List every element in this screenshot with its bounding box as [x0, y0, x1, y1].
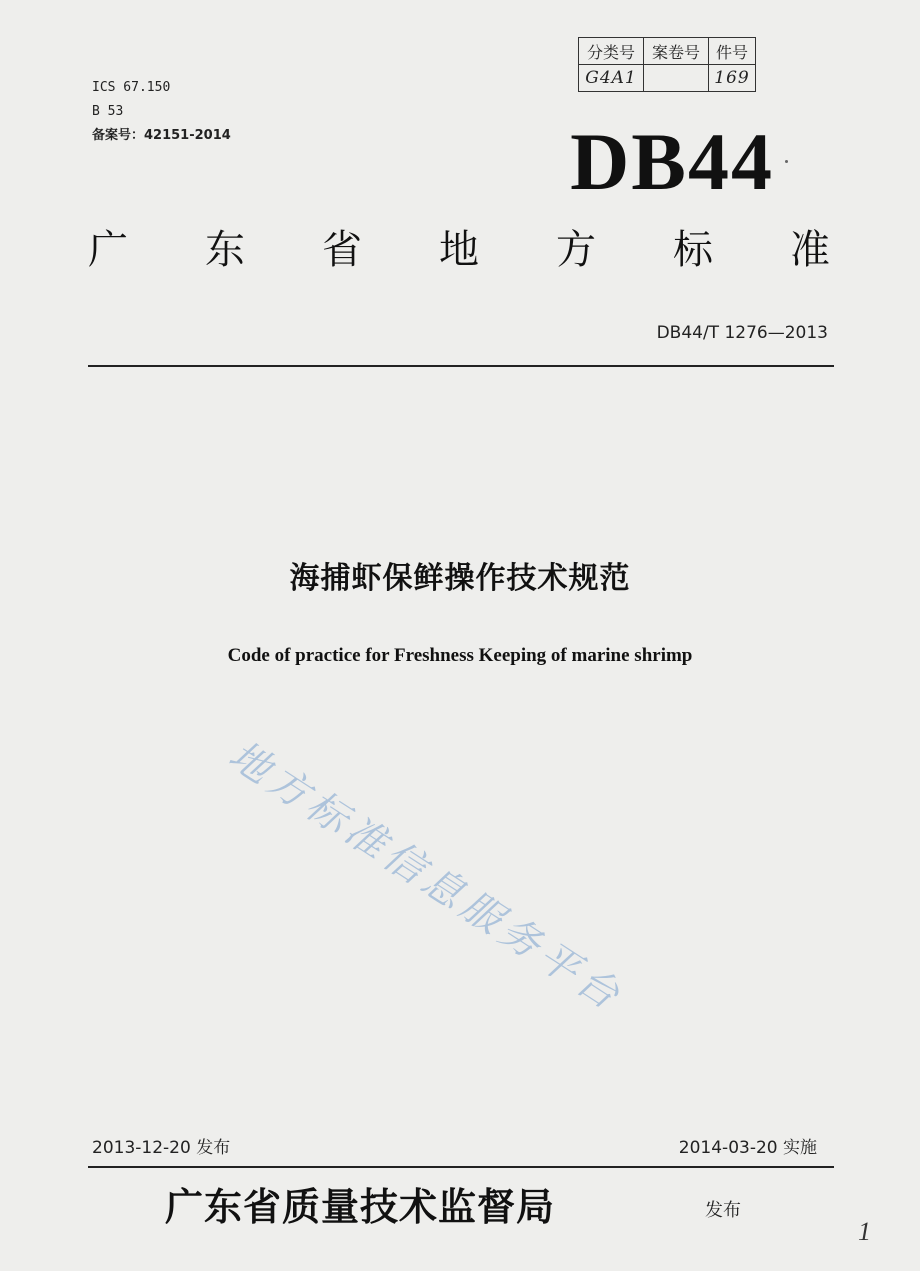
stamp-header-category: 分类号 [579, 38, 644, 65]
title-english: Code of practice for Freshness Keeping of marine shrimp [227, 645, 693, 666]
stamp-header-item: 件号 [709, 38, 756, 65]
stamp-value-file [644, 65, 709, 92]
publisher: 广东省质量技术监督局 [165, 1184, 556, 1229]
bottom-divider [88, 1166, 834, 1168]
standard-type-char: 方 [556, 227, 596, 273]
ccs-code: B 53 [92, 104, 124, 119]
speck [785, 160, 788, 163]
standard-type-char: 准 [790, 227, 830, 273]
standard-type-heading [88, 218, 830, 275]
standard-type-char: 广 [88, 227, 128, 273]
standard-type-char: 省 [322, 227, 362, 273]
effective-date: 2014-03-20 实施 [678, 1138, 817, 1158]
top-divider [88, 365, 834, 367]
standard-number: DB44/T 1276—2013 [656, 323, 828, 343]
standard-type-char: 地 [439, 227, 479, 273]
issue-date: 2013-12-20 发布 [92, 1138, 231, 1158]
watermark: 地方标准信息服务平台 [220, 732, 632, 1022]
document-metadata [92, 76, 231, 148]
filing-number: 备案号：42151-2014 [92, 128, 231, 143]
stamp-header-file: 案卷号 [644, 38, 709, 65]
standard-code: DB44 [570, 116, 774, 207]
archive-stamp [578, 37, 756, 92]
ics-code: ICS 67.150 [92, 80, 171, 95]
page-number: 1 [858, 1217, 871, 1246]
standard-type-char: 东 [205, 227, 245, 273]
stamp-value-item: 169 [709, 65, 756, 92]
standard-type-char: 标 [673, 227, 713, 273]
publish-label: 发布 [705, 1200, 741, 1221]
title-chinese: 海捕虾保鲜操作技术规范 [289, 561, 631, 596]
stamp-value-category: G4A1 [579, 65, 644, 92]
